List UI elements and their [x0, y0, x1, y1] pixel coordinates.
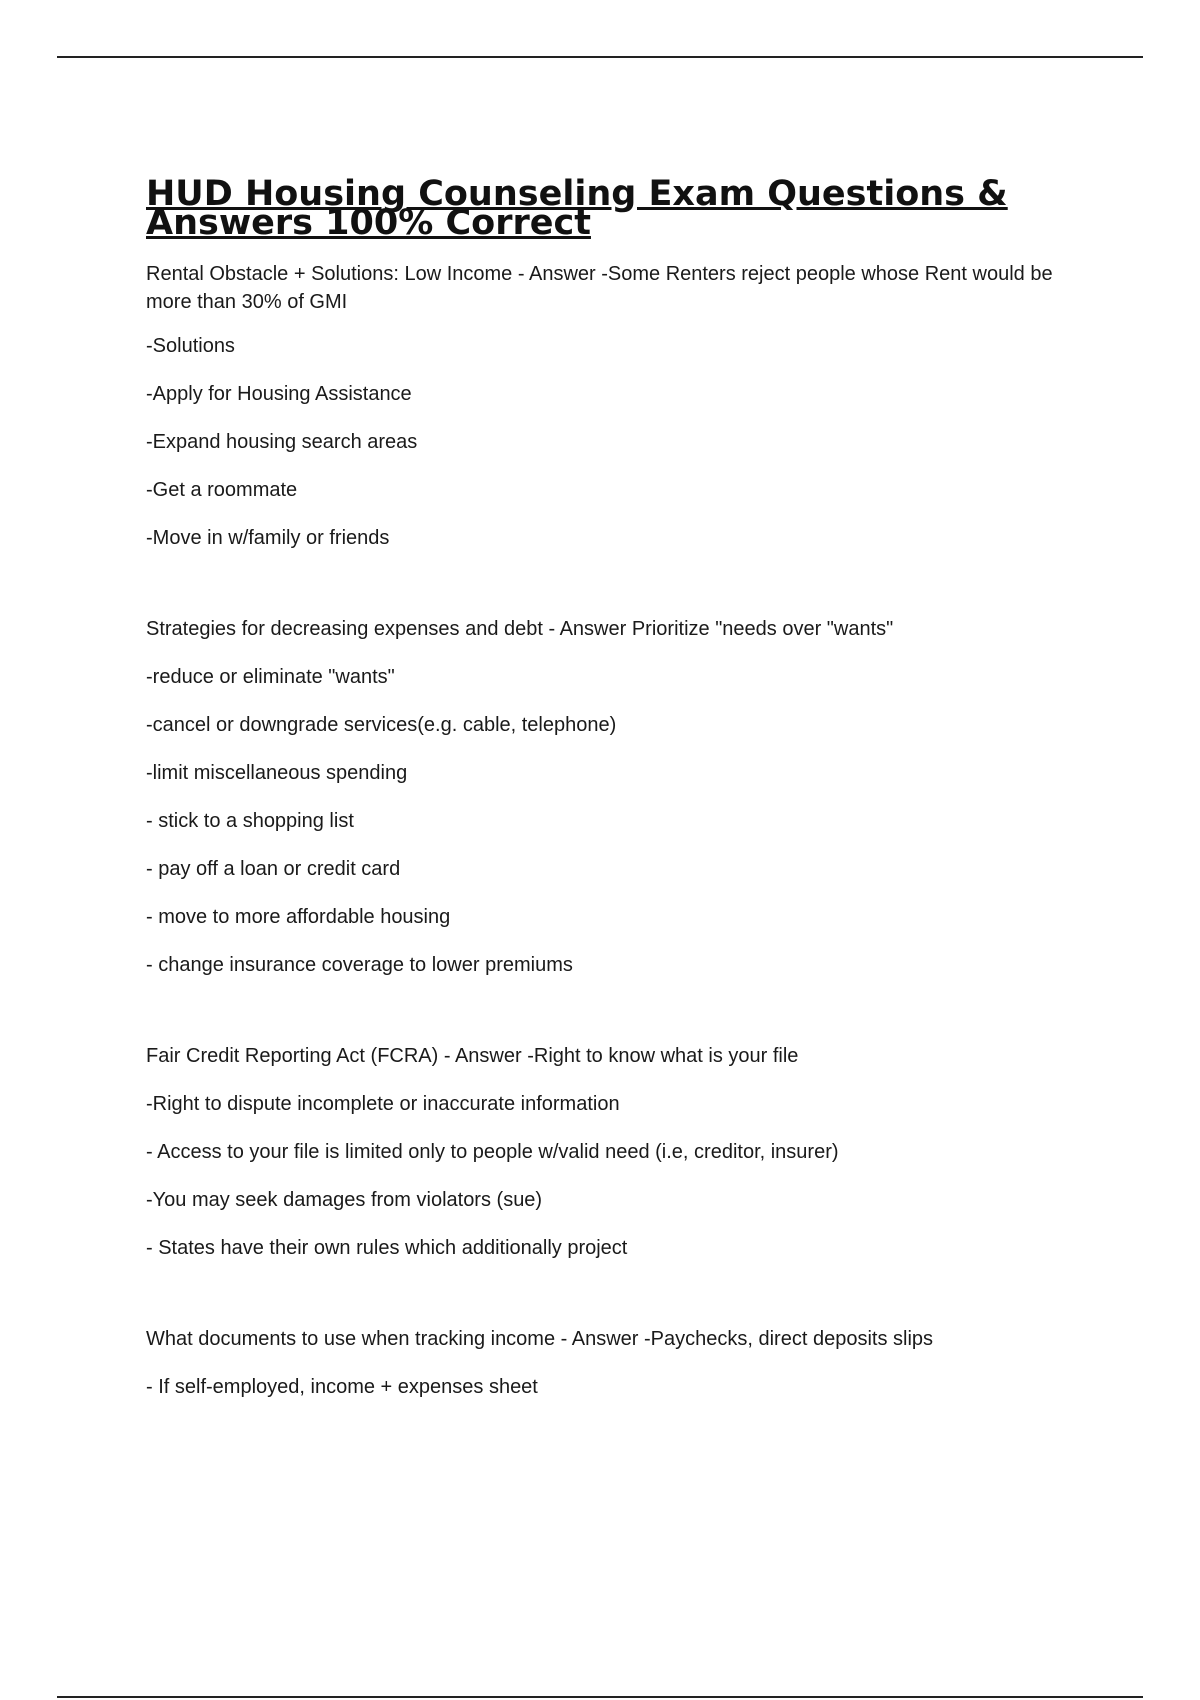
answer-line: -Move in w/family or friends: [146, 527, 390, 549]
answer-line: -cancel or downgrade services(e.g. cable, telephone): [146, 714, 617, 736]
page-bottom-rule: [57, 1696, 1143, 1698]
question-line: Rental Obstacle + Solutions: Low Income - Answer -Some Renters reject people whose Rent would be more than 30% of GMI: [146, 263, 1053, 313]
document-title: HUD Housing Counseling Exam Questions & Answers 100% Correct: [146, 174, 1008, 243]
section-rental-obstacles: [146, 260, 1076, 552]
section-tracking-income: [146, 1325, 1076, 1401]
answer-line: -reduce or eliminate "wants": [146, 666, 395, 688]
answer-line: -Solutions: [146, 335, 235, 357]
section-spacer: [146, 1282, 1076, 1325]
question-line: Fair Credit Reporting Act (FCRA) - Answer -Right to know what is your file: [146, 1045, 799, 1067]
page-top-rule: [57, 56, 1143, 58]
answer-line: - stick to a shopping list: [146, 810, 354, 832]
answer-line: -Get a roommate: [146, 479, 298, 501]
answer-line: - States have their own rules which additionally project: [146, 1237, 628, 1259]
answer-line: - move to more affordable housing: [146, 906, 451, 928]
answer-line: -Right to dispute incomplete or inaccurate information: [146, 1093, 620, 1115]
question-line: What documents to use when tracking income - Answer -Paychecks, direct deposits slips: [146, 1328, 934, 1350]
answer-line: - Access to your file is limited only to people w/valid need (i.e, creditor, insurer): [146, 1141, 839, 1163]
section-fcra: [146, 1042, 1076, 1262]
document-body: [146, 174, 1076, 1421]
answer-line: - If self-employed, income + expenses sheet: [146, 1376, 538, 1398]
answer-line: - pay off a loan or credit card: [146, 858, 401, 880]
section-spacer: [146, 572, 1076, 615]
answer-line: -Expand housing search areas: [146, 431, 418, 453]
section-decreasing-expenses: [146, 615, 1076, 979]
answer-line: -Apply for Housing Assistance: [146, 383, 412, 405]
answer-line: -limit miscellaneous spending: [146, 762, 408, 784]
answer-line: - change insurance coverage to lower premiums: [146, 954, 573, 976]
question-line: Strategies for decreasing expenses and debt - Answer Prioritize "needs over "wants": [146, 618, 894, 640]
section-spacer: [146, 999, 1076, 1042]
answer-line: -You may seek damages from violators (sue): [146, 1189, 543, 1211]
